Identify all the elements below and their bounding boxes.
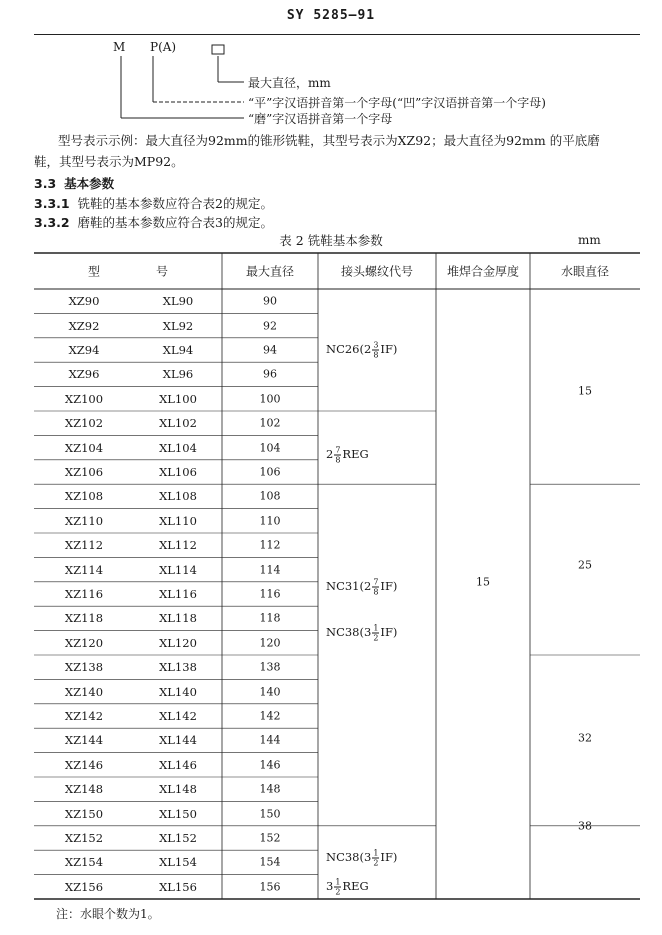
thread-prefix: 3 (326, 878, 334, 893)
cell-xz-model: XZ94 (68, 343, 100, 357)
cell-max-diameter: 114 (259, 563, 281, 577)
cell-xz-model: XZ146 (64, 757, 104, 772)
example-line-1: 型号表示示例：最大直径为92mm的锥形铣鞋，其型号表示为XZ92；最大直径为92mm 的平底磨 (58, 133, 600, 148)
cell-max-diameter: 110 (259, 514, 281, 528)
cell-xl-model: XL94 (162, 343, 194, 357)
cell-xz-model: XZ120 (64, 635, 104, 650)
label-flat-letter: “平”字汉语拼音第一个字母(“凹”字汉语拼音第一个字母) (248, 96, 546, 110)
thread-suffix: IF) (380, 578, 398, 593)
cell-xl-model: XL92 (162, 318, 194, 333)
section-title: 基本参数 (64, 176, 115, 191)
cell-xz-model: XZ118 (64, 611, 104, 626)
cell-xz-model: XZ106 (64, 465, 104, 479)
cell-max-diameter: 116 (259, 587, 281, 601)
cell-xz-model: XZ152 (64, 831, 104, 845)
fraction-numerator: 7 (373, 577, 379, 587)
cell-xz-model: XZ148 (64, 782, 104, 797)
cell-max-diameter: 140 (259, 685, 281, 699)
section-3-3-1 (34, 194, 273, 212)
cell-xl-model: XL112 (159, 538, 197, 553)
cell-thread-code (326, 877, 369, 896)
cell-eye-diameter: 32 (578, 731, 592, 745)
cell-xz-model: XZ102 (64, 416, 104, 431)
cell-xz-model: XZ114 (64, 562, 104, 577)
cell-xl-model: XL144 (159, 733, 197, 748)
cell-max-diameter: 148 (259, 782, 281, 796)
thread-suffix: IF) (380, 342, 398, 356)
cell-xl-model: XL118 (159, 611, 197, 626)
cell-xz-model: XZ108 (64, 489, 104, 504)
section-3-3-2 (34, 213, 273, 231)
table-note: 注：水眼个数为1。 (56, 907, 160, 921)
cell-xl-model: XL90 (162, 294, 194, 309)
section-number: 3.3.1 (34, 196, 70, 211)
thread-fraction (334, 877, 341, 896)
fraction-denominator: 2 (373, 633, 379, 643)
cell-xl-model: XL114 (159, 562, 197, 577)
cell-max-diameter: 120 (259, 636, 281, 650)
cell-xl-model: XL154 (159, 855, 197, 870)
thread-suffix: REG (342, 446, 369, 461)
cell-max-diameter: 154 (259, 855, 281, 869)
cell-xz-model: XZ140 (64, 684, 104, 699)
fraction-numerator: 3 (373, 340, 379, 350)
thread-prefix: NC38(3 (326, 849, 372, 864)
fraction-denominator: 8 (373, 587, 379, 597)
cell-xz-model: XZ100 (64, 391, 104, 406)
cell-xl-model: XL110 (159, 513, 197, 528)
cell-max-diameter: 144 (259, 733, 281, 747)
thread-prefix: NC38(3 (326, 625, 372, 640)
section-3-3 (34, 174, 114, 192)
cell-xl-model: XL146 (159, 757, 197, 772)
section-text: 铣鞋的基本参数应符合表2的规定。 (77, 196, 274, 211)
thread-fraction (372, 848, 379, 867)
cell-max-diameter: 118 (259, 611, 281, 625)
thread-prefix: NC26(2 (326, 342, 372, 356)
thread-fraction (334, 445, 341, 464)
section-text: 磨鞋的基本参数应符合表3的规定。 (77, 215, 274, 230)
table-caption: 表 2 铣鞋基本参数 (279, 233, 383, 248)
header-model-b: 号 (155, 264, 169, 279)
cell-max-diameter: 150 (259, 807, 281, 821)
cell-max-diameter: 102 (259, 416, 281, 430)
cell-thread-code (326, 848, 397, 867)
cell-max-diameter: 96 (263, 367, 277, 381)
fraction-numerator: 1 (373, 848, 379, 858)
cell-xl-model: XL152 (159, 831, 197, 845)
cell-xz-model: XZ90 (68, 294, 100, 309)
fraction-denominator: 8 (335, 455, 341, 465)
cell-eye-diameter: 15 (578, 384, 592, 398)
cell-xl-model: XL156 (159, 879, 197, 894)
header-alloy-thickness: 堆焊合金厚度 (446, 264, 520, 279)
model-letter-m: M (113, 40, 126, 54)
fraction-numerator: 1 (335, 877, 341, 887)
section-number: 3.3 (34, 176, 57, 191)
cell-alloy-thickness: 15 (476, 575, 490, 589)
cell-xl-model: XL140 (159, 684, 197, 699)
thread-suffix: IF) (380, 625, 398, 640)
fraction-denominator: 2 (373, 858, 379, 868)
cell-eye-diameter: 25 (578, 558, 592, 572)
example-line-2: 鞋，其型号表示为MP92。 (34, 154, 184, 169)
thread-fraction (372, 341, 379, 360)
cell-max-diameter: 104 (259, 441, 281, 455)
fraction-numerator: 7 (335, 445, 341, 455)
section-number: 3.3.2 (34, 215, 70, 230)
cell-max-diameter: 94 (263, 343, 277, 357)
cell-xl-model: XL100 (159, 391, 197, 406)
cell-xl-model: XL142 (159, 709, 197, 723)
cell-eye-diameter: 38 (578, 819, 592, 833)
cell-xz-model: XZ96 (68, 367, 100, 382)
cell-max-diameter: 146 (259, 758, 281, 772)
cell-xl-model: XL104 (159, 440, 197, 455)
thread-fraction (372, 624, 379, 643)
cell-xl-model: XL96 (162, 367, 194, 382)
milling-shoe-parameter-table (34, 250, 640, 902)
cell-max-diameter: 156 (259, 880, 281, 894)
cell-thread-code (326, 577, 397, 596)
cell-max-diameter: 108 (259, 489, 281, 503)
cell-max-diameter: 112 (259, 538, 281, 552)
cell-max-diameter: 90 (263, 294, 277, 308)
header-eye-diameter: 水眼直径 (560, 264, 610, 279)
cell-xz-model: XZ104 (64, 440, 104, 455)
cell-xz-model: XZ150 (64, 806, 104, 821)
cell-xl-model: XL138 (159, 660, 197, 675)
cell-xz-model: XZ92 (68, 318, 100, 333)
cell-xl-model: XL108 (159, 489, 197, 504)
cell-xl-model: XL102 (159, 416, 197, 431)
cell-max-diameter: 106 (259, 465, 281, 479)
cell-xl-model: XL148 (159, 782, 197, 797)
thread-fraction (372, 577, 379, 596)
fraction-numerator: 1 (373, 623, 379, 633)
cell-xz-model: XZ116 (64, 587, 104, 601)
cell-max-diameter: 92 (263, 319, 277, 333)
cell-xz-model: XZ144 (64, 733, 104, 748)
cell-xl-model: XL116 (159, 587, 197, 601)
model-letter-pa: P(A) (150, 40, 177, 54)
cell-thread-code (326, 341, 397, 360)
thread-suffix: IF) (380, 849, 398, 864)
thread-suffix: REG (342, 878, 369, 893)
cell-xz-model: XZ110 (64, 513, 104, 528)
cell-xz-model: XZ142 (64, 709, 104, 723)
cell-xz-model: XZ112 (64, 538, 104, 553)
cell-xl-model: XL106 (159, 465, 197, 479)
cell-thread-code (326, 624, 397, 643)
cell-max-diameter: 100 (259, 392, 281, 406)
label-grind-letter: “磨”字汉语拼音第一个字母 (248, 112, 393, 126)
label-max-diameter: 最大直径，mm (248, 76, 331, 90)
thread-prefix: NC31(2 (326, 578, 372, 593)
header-model-a: 型 (87, 264, 101, 279)
header-max-diameter: 最大直径 (245, 264, 295, 279)
fraction-denominator: 8 (373, 350, 379, 360)
cell-max-diameter: 142 (259, 709, 281, 723)
fraction-denominator: 2 (335, 887, 341, 897)
cell-max-diameter: 152 (259, 831, 281, 845)
cell-xl-model: XL120 (159, 635, 197, 650)
cell-thread-code (326, 445, 369, 464)
document-code: SY 5285—91 (286, 8, 376, 23)
cell-xl-model: XL150 (159, 806, 197, 821)
cell-xz-model: XZ154 (64, 855, 104, 870)
cell-xz-model: XZ138 (64, 660, 104, 675)
table-unit: mm (578, 233, 601, 247)
thread-prefix: 2 (326, 446, 334, 461)
cell-max-diameter: 138 (259, 660, 281, 674)
header-thread-code: 接头螺纹代号 (340, 264, 414, 279)
cell-xz-model: XZ156 (64, 879, 104, 894)
